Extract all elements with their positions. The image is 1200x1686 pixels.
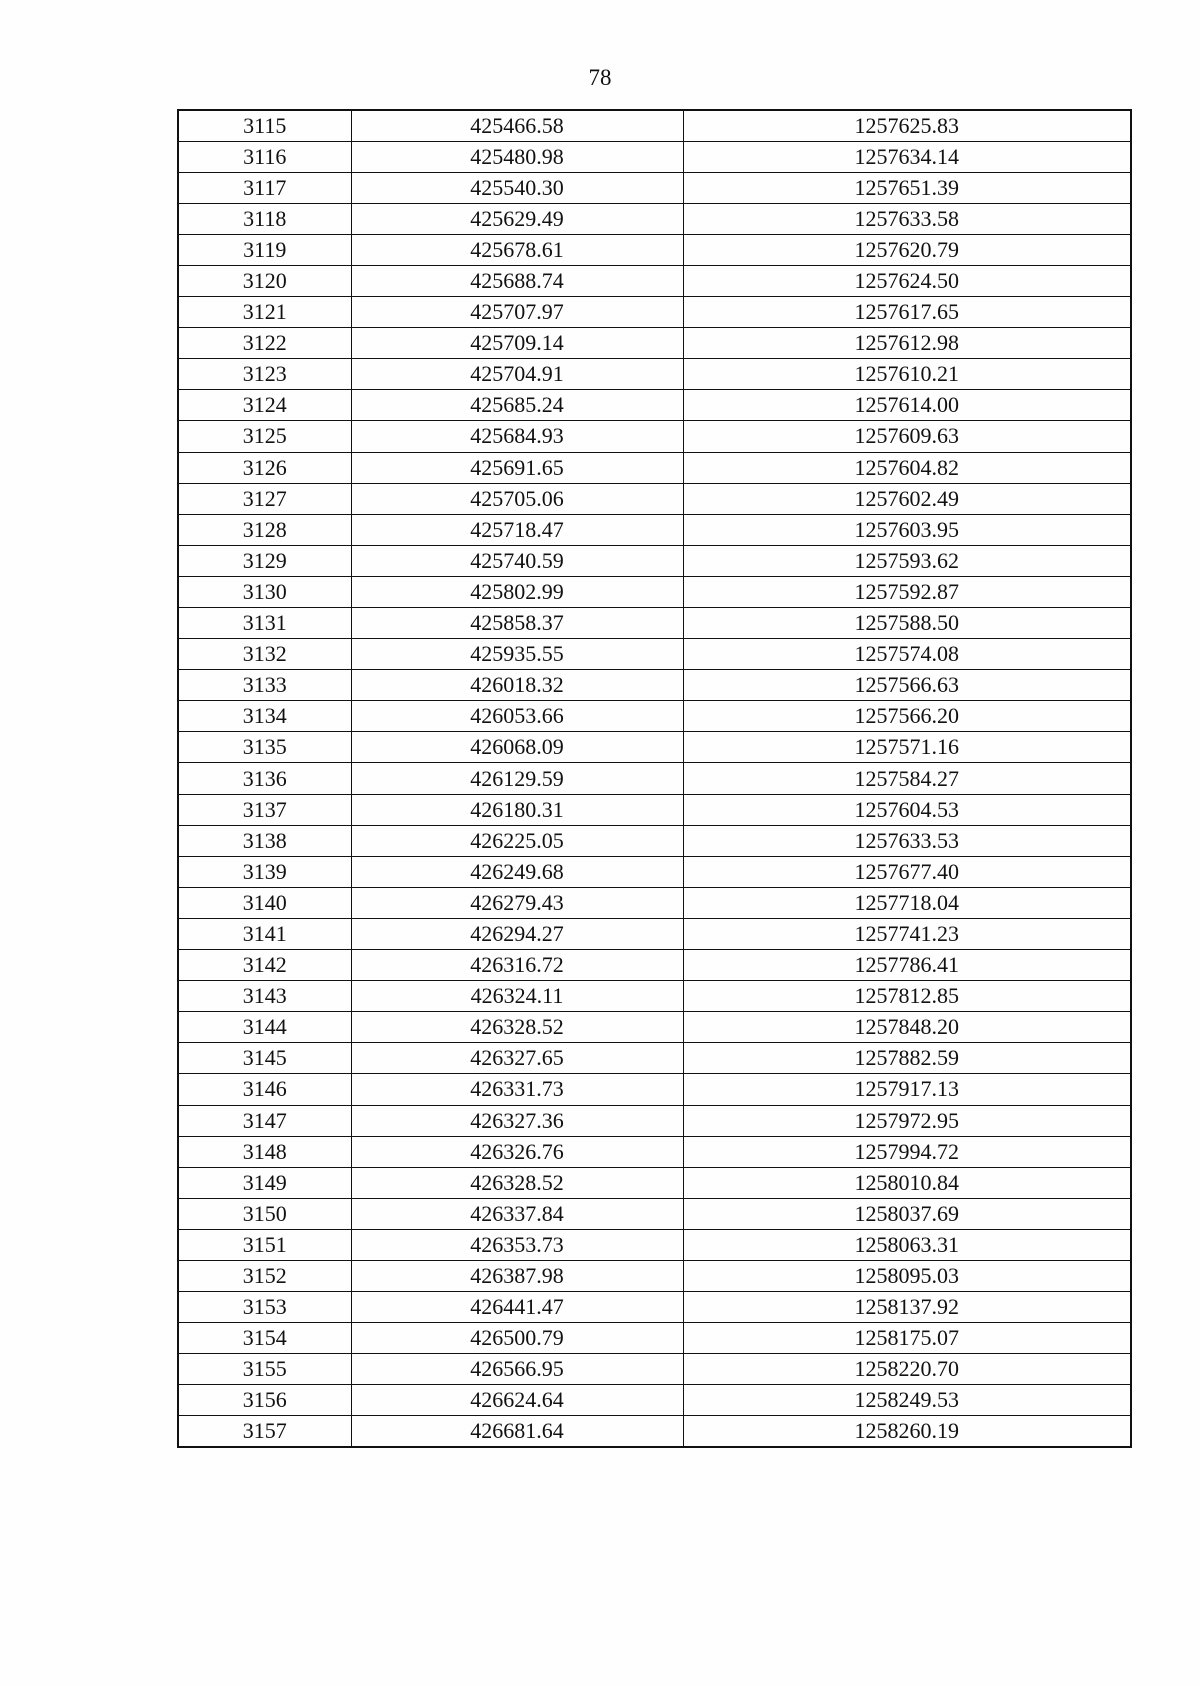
table-row [178,1074,1131,1105]
x-coordinate-cell: 426180.31 [351,794,683,825]
x-coordinate-cell: 426441.47 [351,1292,683,1323]
point-number-cell: 3154 [178,1323,351,1354]
point-number-cell: 3119 [178,234,351,265]
y-coordinate-cell: 1257848.20 [683,1012,1131,1043]
table-row [178,856,1131,887]
point-number-cell: 3131 [178,608,351,639]
y-coordinate-cell: 1257633.53 [683,825,1131,856]
y-coordinate-cell: 1257624.50 [683,265,1131,296]
table-row [178,265,1131,296]
x-coordinate-cell: 426387.98 [351,1260,683,1291]
point-number-cell: 3129 [178,545,351,576]
table-row [178,390,1131,421]
x-coordinate-cell: 425704.91 [351,359,683,390]
x-coordinate-cell: 426053.66 [351,701,683,732]
table-row [178,1167,1131,1198]
x-coordinate-cell: 426624.64 [351,1385,683,1416]
point-number-cell: 3139 [178,856,351,887]
y-coordinate-cell: 1257786.41 [683,950,1131,981]
table-row [178,1385,1131,1416]
point-number-cell: 3149 [178,1167,351,1198]
table-row [178,887,1131,918]
point-number-cell: 3138 [178,825,351,856]
point-number-cell: 3124 [178,390,351,421]
point-number-cell: 3146 [178,1074,351,1105]
x-coordinate-cell: 425691.65 [351,452,683,483]
x-coordinate-cell: 426327.36 [351,1105,683,1136]
y-coordinate-cell: 1258220.70 [683,1354,1131,1385]
x-coordinate-cell: 425688.74 [351,265,683,296]
y-coordinate-cell: 1258137.92 [683,1292,1131,1323]
y-coordinate-cell: 1258095.03 [683,1260,1131,1291]
point-number-cell: 3116 [178,141,351,172]
table-row [178,545,1131,576]
y-coordinate-cell: 1257610.21 [683,359,1131,390]
point-number-cell: 3143 [178,981,351,1012]
point-number-cell: 3153 [178,1292,351,1323]
y-coordinate-cell: 1257609.63 [683,421,1131,452]
table-row [178,825,1131,856]
x-coordinate-cell: 425935.55 [351,639,683,670]
y-coordinate-cell: 1257741.23 [683,918,1131,949]
x-coordinate-cell: 426324.11 [351,981,683,1012]
point-number-cell: 3123 [178,359,351,390]
x-coordinate-cell: 426328.52 [351,1167,683,1198]
x-coordinate-cell: 426566.95 [351,1354,683,1385]
x-coordinate-cell: 426327.65 [351,1043,683,1074]
coordinate-table [177,109,1132,1448]
table-row [178,732,1131,763]
table-row [178,608,1131,639]
table-row [178,359,1131,390]
table-row [178,1354,1131,1385]
point-number-cell: 3125 [178,421,351,452]
point-number-cell: 3155 [178,1354,351,1385]
x-coordinate-cell: 426279.43 [351,887,683,918]
y-coordinate-cell: 1257651.39 [683,172,1131,203]
table-row [178,1012,1131,1043]
table-row [178,1043,1131,1074]
x-coordinate-cell: 426225.05 [351,825,683,856]
point-number-cell: 3141 [178,918,351,949]
y-coordinate-cell: 1257592.87 [683,576,1131,607]
x-coordinate-cell: 426681.64 [351,1416,683,1447]
point-number-cell: 3115 [178,110,351,141]
x-coordinate-cell: 426129.59 [351,763,683,794]
y-coordinate-cell: 1258175.07 [683,1323,1131,1354]
point-number-cell: 3152 [178,1260,351,1291]
x-coordinate-cell: 426500.79 [351,1323,683,1354]
x-coordinate-cell: 425685.24 [351,390,683,421]
y-coordinate-cell: 1257584.27 [683,763,1131,794]
y-coordinate-cell: 1257617.65 [683,297,1131,328]
x-coordinate-cell: 426331.73 [351,1074,683,1105]
x-coordinate-cell: 425858.37 [351,608,683,639]
table-row [178,1323,1131,1354]
table-row [178,701,1131,732]
table-row [178,110,1131,141]
y-coordinate-cell: 1257593.62 [683,545,1131,576]
point-number-cell: 3121 [178,297,351,328]
x-coordinate-cell: 426294.27 [351,918,683,949]
y-coordinate-cell: 1257612.98 [683,328,1131,359]
y-coordinate-cell: 1257812.85 [683,981,1131,1012]
x-coordinate-cell: 425740.59 [351,545,683,576]
point-number-cell: 3142 [178,950,351,981]
point-number-cell: 3132 [178,639,351,670]
y-coordinate-cell: 1257614.00 [683,390,1131,421]
point-number-cell: 3135 [178,732,351,763]
y-coordinate-cell: 1257882.59 [683,1043,1131,1074]
table-row [178,1105,1131,1136]
table-row [178,297,1131,328]
x-coordinate-cell: 426337.84 [351,1198,683,1229]
x-coordinate-cell: 426068.09 [351,732,683,763]
point-number-cell: 3144 [178,1012,351,1043]
y-coordinate-cell: 1257604.82 [683,452,1131,483]
point-number-cell: 3150 [178,1198,351,1229]
point-number-cell: 3136 [178,763,351,794]
table-row [178,328,1131,359]
y-coordinate-cell: 1257718.04 [683,887,1131,918]
y-coordinate-cell: 1257625.83 [683,110,1131,141]
point-number-cell: 3133 [178,670,351,701]
y-coordinate-cell: 1258037.69 [683,1198,1131,1229]
point-number-cell: 3140 [178,887,351,918]
x-coordinate-cell: 425705.06 [351,483,683,514]
x-coordinate-cell: 425707.97 [351,297,683,328]
x-coordinate-cell: 426353.73 [351,1229,683,1260]
x-coordinate-cell: 426316.72 [351,950,683,981]
y-coordinate-cell: 1257917.13 [683,1074,1131,1105]
y-coordinate-cell: 1258063.31 [683,1229,1131,1260]
y-coordinate-cell: 1258260.19 [683,1416,1131,1447]
point-number-cell: 3151 [178,1229,351,1260]
y-coordinate-cell: 1257574.08 [683,639,1131,670]
point-number-cell: 3157 [178,1416,351,1447]
x-coordinate-cell: 425480.98 [351,141,683,172]
table-row [178,234,1131,265]
y-coordinate-cell: 1258010.84 [683,1167,1131,1198]
point-number-cell: 3134 [178,701,351,732]
table-row [178,1136,1131,1167]
x-coordinate-cell: 426018.32 [351,670,683,701]
table-row [178,141,1131,172]
point-number-cell: 3126 [178,452,351,483]
point-number-cell: 3120 [178,265,351,296]
table-row [178,1198,1131,1229]
point-number-cell: 3128 [178,514,351,545]
y-coordinate-cell: 1257602.49 [683,483,1131,514]
table-row [178,1416,1131,1447]
table-row [178,483,1131,514]
table-row [178,670,1131,701]
y-coordinate-cell: 1257633.58 [683,203,1131,234]
point-number-cell: 3137 [178,794,351,825]
y-coordinate-cell: 1257634.14 [683,141,1131,172]
table-row [178,763,1131,794]
point-number-cell: 3117 [178,172,351,203]
point-number-cell: 3122 [178,328,351,359]
table-row [178,576,1131,607]
y-coordinate-cell: 1257566.63 [683,670,1131,701]
y-coordinate-cell: 1257571.16 [683,732,1131,763]
table-row [178,452,1131,483]
table-row [178,421,1131,452]
x-coordinate-cell: 425802.99 [351,576,683,607]
table-row [178,639,1131,670]
x-coordinate-cell: 425718.47 [351,514,683,545]
table-row [178,514,1131,545]
table-row [178,794,1131,825]
x-coordinate-cell: 425678.61 [351,234,683,265]
y-coordinate-cell: 1257677.40 [683,856,1131,887]
table-row [178,1292,1131,1323]
y-coordinate-cell: 1257994.72 [683,1136,1131,1167]
point-number-cell: 3130 [178,576,351,607]
x-coordinate-cell: 425709.14 [351,328,683,359]
x-coordinate-cell: 425466.58 [351,110,683,141]
table-row [178,918,1131,949]
y-coordinate-cell: 1257603.95 [683,514,1131,545]
point-number-cell: 3118 [178,203,351,234]
x-coordinate-cell: 426249.68 [351,856,683,887]
table-row [178,172,1131,203]
x-coordinate-cell: 426326.76 [351,1136,683,1167]
point-number-cell: 3127 [178,483,351,514]
table-row [178,1229,1131,1260]
y-coordinate-cell: 1257620.79 [683,234,1131,265]
x-coordinate-cell: 425540.30 [351,172,683,203]
y-coordinate-cell: 1257588.50 [683,608,1131,639]
x-coordinate-cell: 426328.52 [351,1012,683,1043]
y-coordinate-cell: 1257972.95 [683,1105,1131,1136]
x-coordinate-cell: 425684.93 [351,421,683,452]
x-coordinate-cell: 425629.49 [351,203,683,234]
point-number-cell: 3145 [178,1043,351,1074]
point-number-cell: 3156 [178,1385,351,1416]
table-row [178,981,1131,1012]
point-number-cell: 3148 [178,1136,351,1167]
table-row [178,203,1131,234]
page-number: 78 [588,65,612,90]
coordinate-table-body [178,110,1131,1447]
table-row [178,950,1131,981]
y-coordinate-cell: 1257604.53 [683,794,1131,825]
y-coordinate-cell: 1257566.20 [683,701,1131,732]
table-row [178,1260,1131,1291]
point-number-cell: 3147 [178,1105,351,1136]
y-coordinate-cell: 1258249.53 [683,1385,1131,1416]
